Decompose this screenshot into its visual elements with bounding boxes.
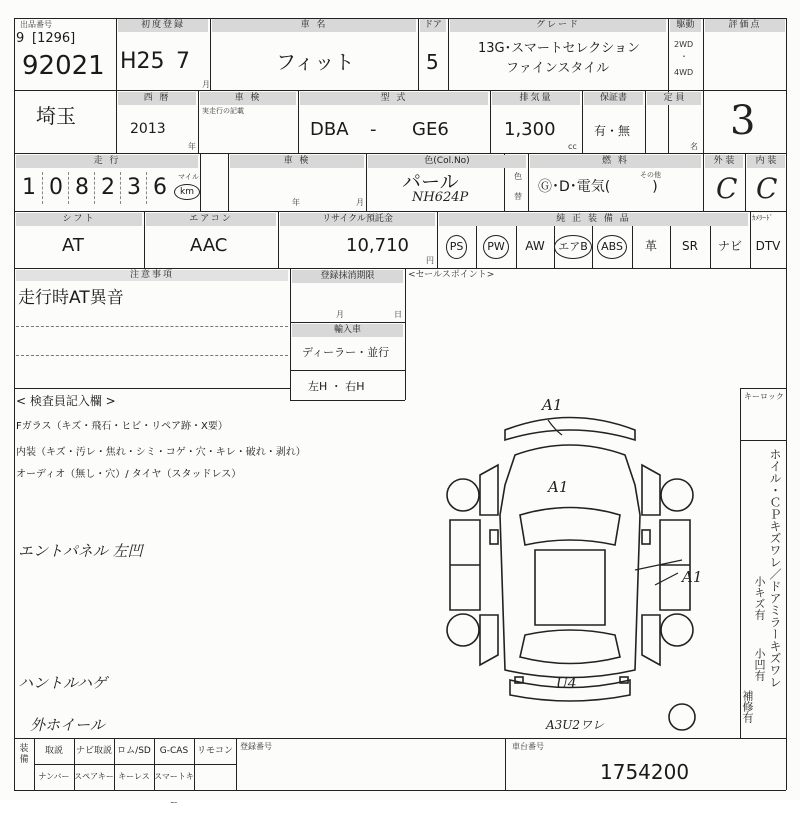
color-name: パール: [402, 171, 459, 193]
mark-a1-roof: A1: [548, 478, 569, 496]
year-unit: 年: [188, 142, 196, 151]
lot-label: 出品番号: [20, 20, 52, 29]
equipment-item: [592, 224, 632, 268]
grade-line2: ファインスタイル: [506, 61, 610, 76]
inspector-hand3: 外ホイール: [30, 716, 105, 734]
footer-cell: スペアキー: [74, 772, 114, 781]
footer-top-cells: [34, 738, 236, 764]
grade-line1: 13G･スマートセレクション: [478, 41, 640, 56]
color-change-a: 色: [514, 172, 522, 181]
fuel-label: 燃 料: [530, 155, 701, 168]
mark-a1-side: A1: [682, 568, 703, 586]
mileage-unit-mile: マイル: [178, 173, 199, 181]
mileage-digit: 0: [42, 172, 69, 204]
lot-small: [1296]: [32, 31, 76, 46]
vertical-sub2: 小凹有: [753, 648, 766, 681]
equipment-item: [632, 224, 670, 268]
equipment-item: [554, 224, 592, 268]
color-change-b: 替: [514, 192, 522, 201]
equipment-item: [710, 224, 750, 268]
footer-cell: ナンバー: [38, 772, 70, 781]
inspector-title: < 検査員記入欄 >: [16, 394, 116, 408]
footer-cell: G-CAS: [159, 746, 189, 756]
equipment-label: PS: [446, 235, 468, 259]
model-dash: -: [370, 119, 377, 140]
mileage-digit: 6: [146, 172, 173, 204]
equipment-item: [516, 224, 554, 268]
equipment-item: [437, 224, 476, 268]
equipment-label: DTV: [755, 239, 781, 253]
displacement-value: 1,300: [504, 119, 556, 140]
score-label: 評価点: [705, 19, 785, 32]
import-dealer: ディーラー・並行: [302, 346, 390, 359]
exterior-grade: C: [716, 172, 738, 205]
interior-grade: C: [756, 172, 778, 205]
inspector-hand1: エントパネル 左凹: [18, 542, 143, 560]
equipment-label: SR: [682, 239, 698, 253]
footer-cell: キーレス: [118, 772, 150, 781]
equipment-item: [670, 224, 710, 268]
footer-cell: リモコン: [196, 746, 233, 756]
footer-cell: スマートキー: [154, 772, 194, 807]
cam-label: ｶﾒﾗｰﾄﾞ: [752, 214, 773, 222]
reg-year-label: 初度登録: [118, 19, 208, 32]
mileage-digit: 3: [120, 172, 147, 204]
mileage-digit: 8: [68, 172, 95, 204]
drive-label: 駆動: [670, 19, 701, 32]
region: 埼玉: [36, 104, 76, 128]
history-year-unit: 年: [292, 198, 300, 207]
reg-era-year: H25: [120, 49, 165, 74]
fuel-other: その他: [640, 171, 661, 179]
interior-label: 内 装: [747, 155, 785, 168]
model-code-label: 型 式: [300, 92, 488, 105]
reg-month: 7: [176, 49, 190, 74]
reg-month-unit: 月: [202, 80, 210, 89]
color-code: NH624P: [412, 190, 469, 205]
vertical-sub1: 小キズ有: [753, 576, 766, 620]
chassis-label: 車台番号: [512, 742, 544, 751]
mileage-unit-km: km: [174, 184, 200, 200]
displacement-unit: cc: [568, 142, 577, 151]
fuel-options: Ⓖ･D･電気( ): [538, 179, 658, 195]
lot-prefix: 9: [16, 31, 25, 46]
recycle-unit: 円: [426, 256, 434, 265]
mark-rear: A3U2ワレ: [546, 718, 605, 732]
mileage-digit: 2: [94, 172, 121, 204]
door-count: 5: [426, 50, 439, 74]
shift-label: シフト: [16, 213, 142, 226]
notes-label: 注意事項: [16, 270, 288, 281]
car-damage-diagram: [420, 395, 740, 735]
recycle-label: リサイクル預託金: [280, 213, 435, 226]
inspection-note: 実走行の記載: [202, 107, 244, 115]
mileage-label: 走 行: [16, 155, 198, 168]
drive-dot: ・: [680, 52, 688, 61]
keylock-label: キーロック: [744, 392, 784, 401]
model-prefix: DBA: [310, 119, 349, 140]
import-steering: 左H ・ 右H: [308, 380, 365, 393]
history-label: 車 検: [230, 155, 364, 168]
year-label: 西 暦: [118, 92, 196, 105]
drive-4wd: 4WD: [674, 68, 694, 77]
model-name: フィット: [276, 50, 355, 74]
exterior-label: 外 装: [705, 155, 743, 168]
deadline-day: 日: [394, 310, 402, 319]
warranty-value: 有・無: [594, 124, 631, 138]
notes-text: 走行時AT異音: [18, 288, 124, 308]
equipment-label: 革: [644, 239, 657, 253]
ac-label: エアコン: [146, 213, 276, 226]
footer-bottom-cells: [34, 764, 236, 807]
grade-label: グレード: [450, 19, 666, 32]
capacity-label: 定 員: [647, 92, 701, 105]
mileage-digits: [16, 172, 176, 204]
warranty-label: 保証書: [584, 92, 643, 105]
deadline-month: 月: [336, 310, 344, 319]
inspector-line2: 内装（キズ・汚レ・焦れ・シミ・コゲ・穴・キレ・破れ・剥れ）: [16, 447, 306, 458]
year-value: 2013: [130, 121, 166, 137]
mileage-digit: 1: [22, 175, 36, 200]
drive-2wd: 2WD: [674, 40, 694, 49]
sales-label: <セールスポイント>: [408, 270, 495, 280]
footer-cell: 取説: [44, 746, 63, 756]
deadline-label: 登録抹消期限: [292, 270, 403, 283]
shift-value: AT: [62, 235, 84, 256]
history-month-unit: 月: [356, 198, 364, 207]
equipment-item: [750, 224, 786, 268]
model-label: 車 名: [212, 19, 416, 32]
ac-value: AAC: [190, 235, 228, 256]
inspector-line1: Fガラス（キズ・飛石・ヒビ・リペア跡・X要）: [16, 421, 228, 432]
equipment-label: ナビ: [717, 239, 742, 253]
mark-a1-top: A1: [542, 396, 563, 414]
inspector-hand2: ハントルハゲ: [18, 674, 107, 692]
equipment-label: 純 正 装 備 品: [439, 213, 748, 226]
import-label: 輸入車: [292, 324, 403, 337]
equipment-label: エアB: [554, 235, 592, 259]
footer-cell: ナビ取説: [75, 746, 112, 756]
equipment-label: ABS: [597, 235, 627, 259]
footer-side-label: 装備: [19, 744, 29, 765]
equipment-label: AW: [525, 239, 545, 253]
door-label: ドア: [420, 19, 446, 32]
equipment-item: [476, 224, 516, 268]
model-code: GE6: [412, 119, 449, 140]
lot-number: 92021: [22, 51, 105, 81]
reg-number-label: 登録番号: [240, 742, 272, 751]
footer-cell: ロム/SD: [117, 746, 151, 756]
displacement-label: 排気量: [492, 92, 580, 105]
score-value: 3: [730, 98, 756, 144]
vertical-main: ホイル・ＣＰキズワレ／ドアミラーキズワレ: [768, 448, 782, 688]
chassis-number: 1754200: [600, 760, 690, 784]
mark-u4: U4: [556, 676, 577, 692]
color-label: 色(Col.No): [368, 155, 526, 168]
recycle-fee: 10,710: [346, 235, 409, 256]
equipment-list: [437, 224, 786, 268]
capacity-unit: 名: [690, 142, 698, 151]
equipment-label: PW: [483, 235, 509, 259]
inspector-line3: オーディオ（無し・穴）/ タイヤ（スタッドレス）: [16, 469, 242, 480]
inspection-label: 車 検: [200, 92, 296, 105]
vertical-sub3: 補修有: [741, 690, 754, 723]
